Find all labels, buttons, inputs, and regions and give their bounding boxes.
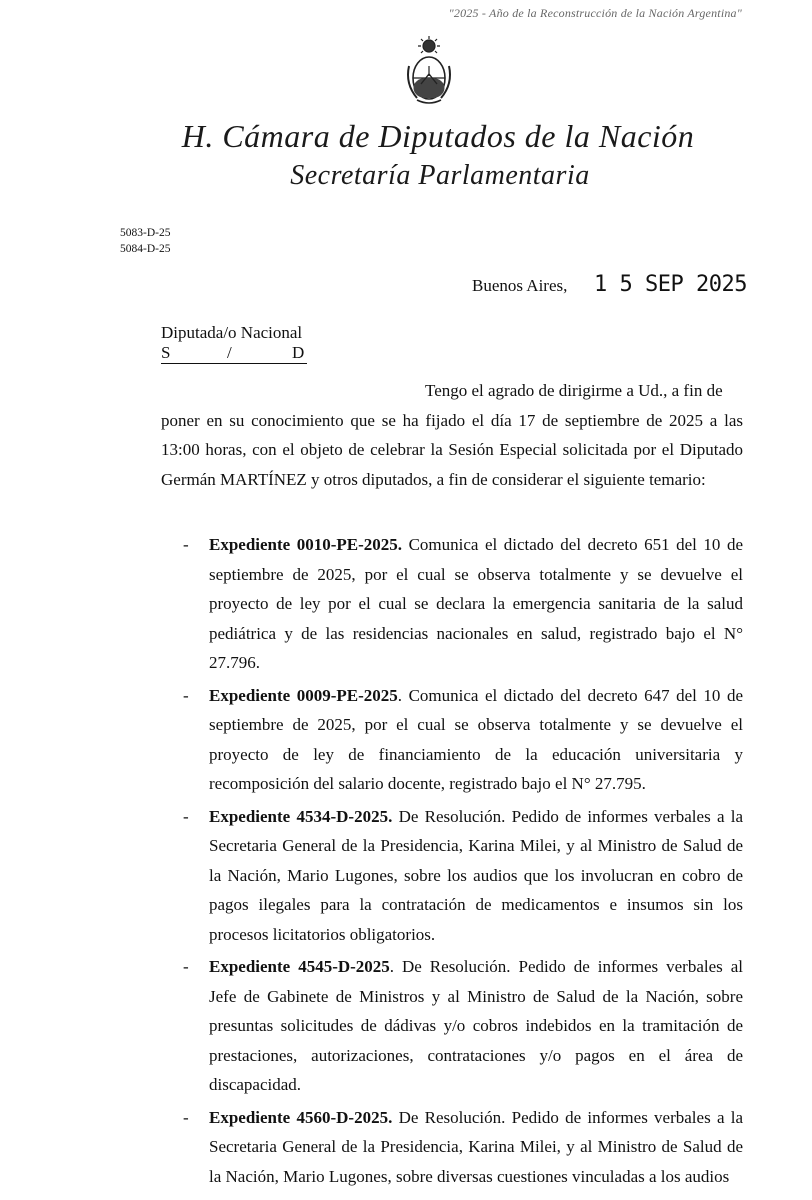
- item-text: Comunica el dictado del decreto 651 del 10 de septiembre de 2025, por el cual se observa totalmente y se devuelve el proyecto de ley por el cual se declara la emergencia sanitaria de la salud pediátrica y de las residencias nacionales en salud, registrado bajo el N° 27.796.: [209, 535, 743, 672]
- sd-d: D: [292, 343, 305, 362]
- item-text: . De Resolución. Pedido de informes verbales al Jefe de Gabinete de Ministros y al Ministro de Salud de la Nación, sobre presuntas solicitudes de dádivas y/o cobros indebidos en la tramitación de prestaciones, autorizaciones, contrataciones y/o pagos en el área de discapacidad.: [209, 957, 743, 1094]
- item-text: De Resolución. Pedido de informes verbales a la Secretaria General de la Presidencia, Karina Milei, y al Ministro de Salud de la Nación, Mario Lugones, sobre los audios que los involucran en cobro de pagos ilegales para la contratación de medicamentos e insumos sin los procesos licitatorios obligatorios.: [209, 806, 743, 944]
- expediente-number: Expediente 0009-PE-2025: [209, 685, 398, 705]
- item-text: De Resolución. Pedido de informes verbales a la Secretaria General de la Presidencia, Karina Milei, y al Ministro de Salud de la Nación, Mario Lugones, sobre diversas cuestiones vinculadas a los audios: [209, 1107, 743, 1186]
- intro-body: poner en su conocimiento que se ha fijado el día 17 de septiembre de 2025 a las 13:00 horas, con el objeto de celebrar la Sesión Especial solicitada por el Diputado Germán MARTÍNEZ y otros diputados, a fin de considerar el siguiente temario:: [161, 410, 743, 489]
- file-reference: 5084-D-25: [120, 243, 171, 255]
- place: Buenos Aires,: [472, 276, 568, 295]
- file-references: [120, 225, 170, 257]
- item-text: . Comunica el dictado del decreto 647 del 10 de septiembre de 2025, por el cual se observa totalmente y se devuelve el proyecto de ley de financiamiento de la educación universitaria y recomposición del salario docente, registrado bajo el N° 27.795.: [209, 685, 743, 793]
- bullet-dash: -: [183, 806, 189, 826]
- bullet-dash: -: [183, 1107, 189, 1127]
- secretariat-header: Secretaría Parlamentaria: [290, 160, 590, 191]
- expediente-number: Expediente 4560-D-2025.: [209, 1107, 393, 1127]
- year-motto: "2025 - Año de la Reconstrucción de la Nación Argentina": [448, 6, 742, 20]
- national-coat-of-arms-icon: [403, 36, 455, 108]
- recipient-title: Diputada/o Nacional: [161, 323, 303, 342]
- bullet-dash: -: [183, 685, 189, 705]
- bullet-dash: -: [183, 535, 189, 554]
- list-item: [161, 530, 743, 678]
- list-item: [161, 802, 743, 950]
- agenda-list: [161, 530, 743, 1194]
- intro-paragraph: [161, 376, 743, 494]
- sd-s: S: [161, 343, 171, 362]
- list-item: [161, 681, 743, 799]
- list-item: [161, 1103, 743, 1192]
- expediente-number: Expediente 4545-D-2025: [209, 957, 390, 976]
- intro-first-line: Tengo el agrado de dirigirme a Ud., a fin de: [425, 381, 723, 400]
- sd-slash: /: [227, 343, 232, 362]
- expediente-number: Expediente 0010-PE-2025.: [209, 535, 403, 554]
- list-item: [161, 952, 743, 1100]
- date-line: [472, 272, 747, 297]
- recipient-sd: [161, 343, 307, 364]
- chamber-header: H. Cámara de Diputados de la Nación: [181, 118, 695, 154]
- expediente-number: Expediente 4534-D-2025.: [209, 806, 393, 826]
- bullet-dash: -: [183, 957, 189, 976]
- file-reference: 5083-D-25: [120, 227, 171, 239]
- date-stamp: 1 5 SEP 2025: [594, 272, 747, 297]
